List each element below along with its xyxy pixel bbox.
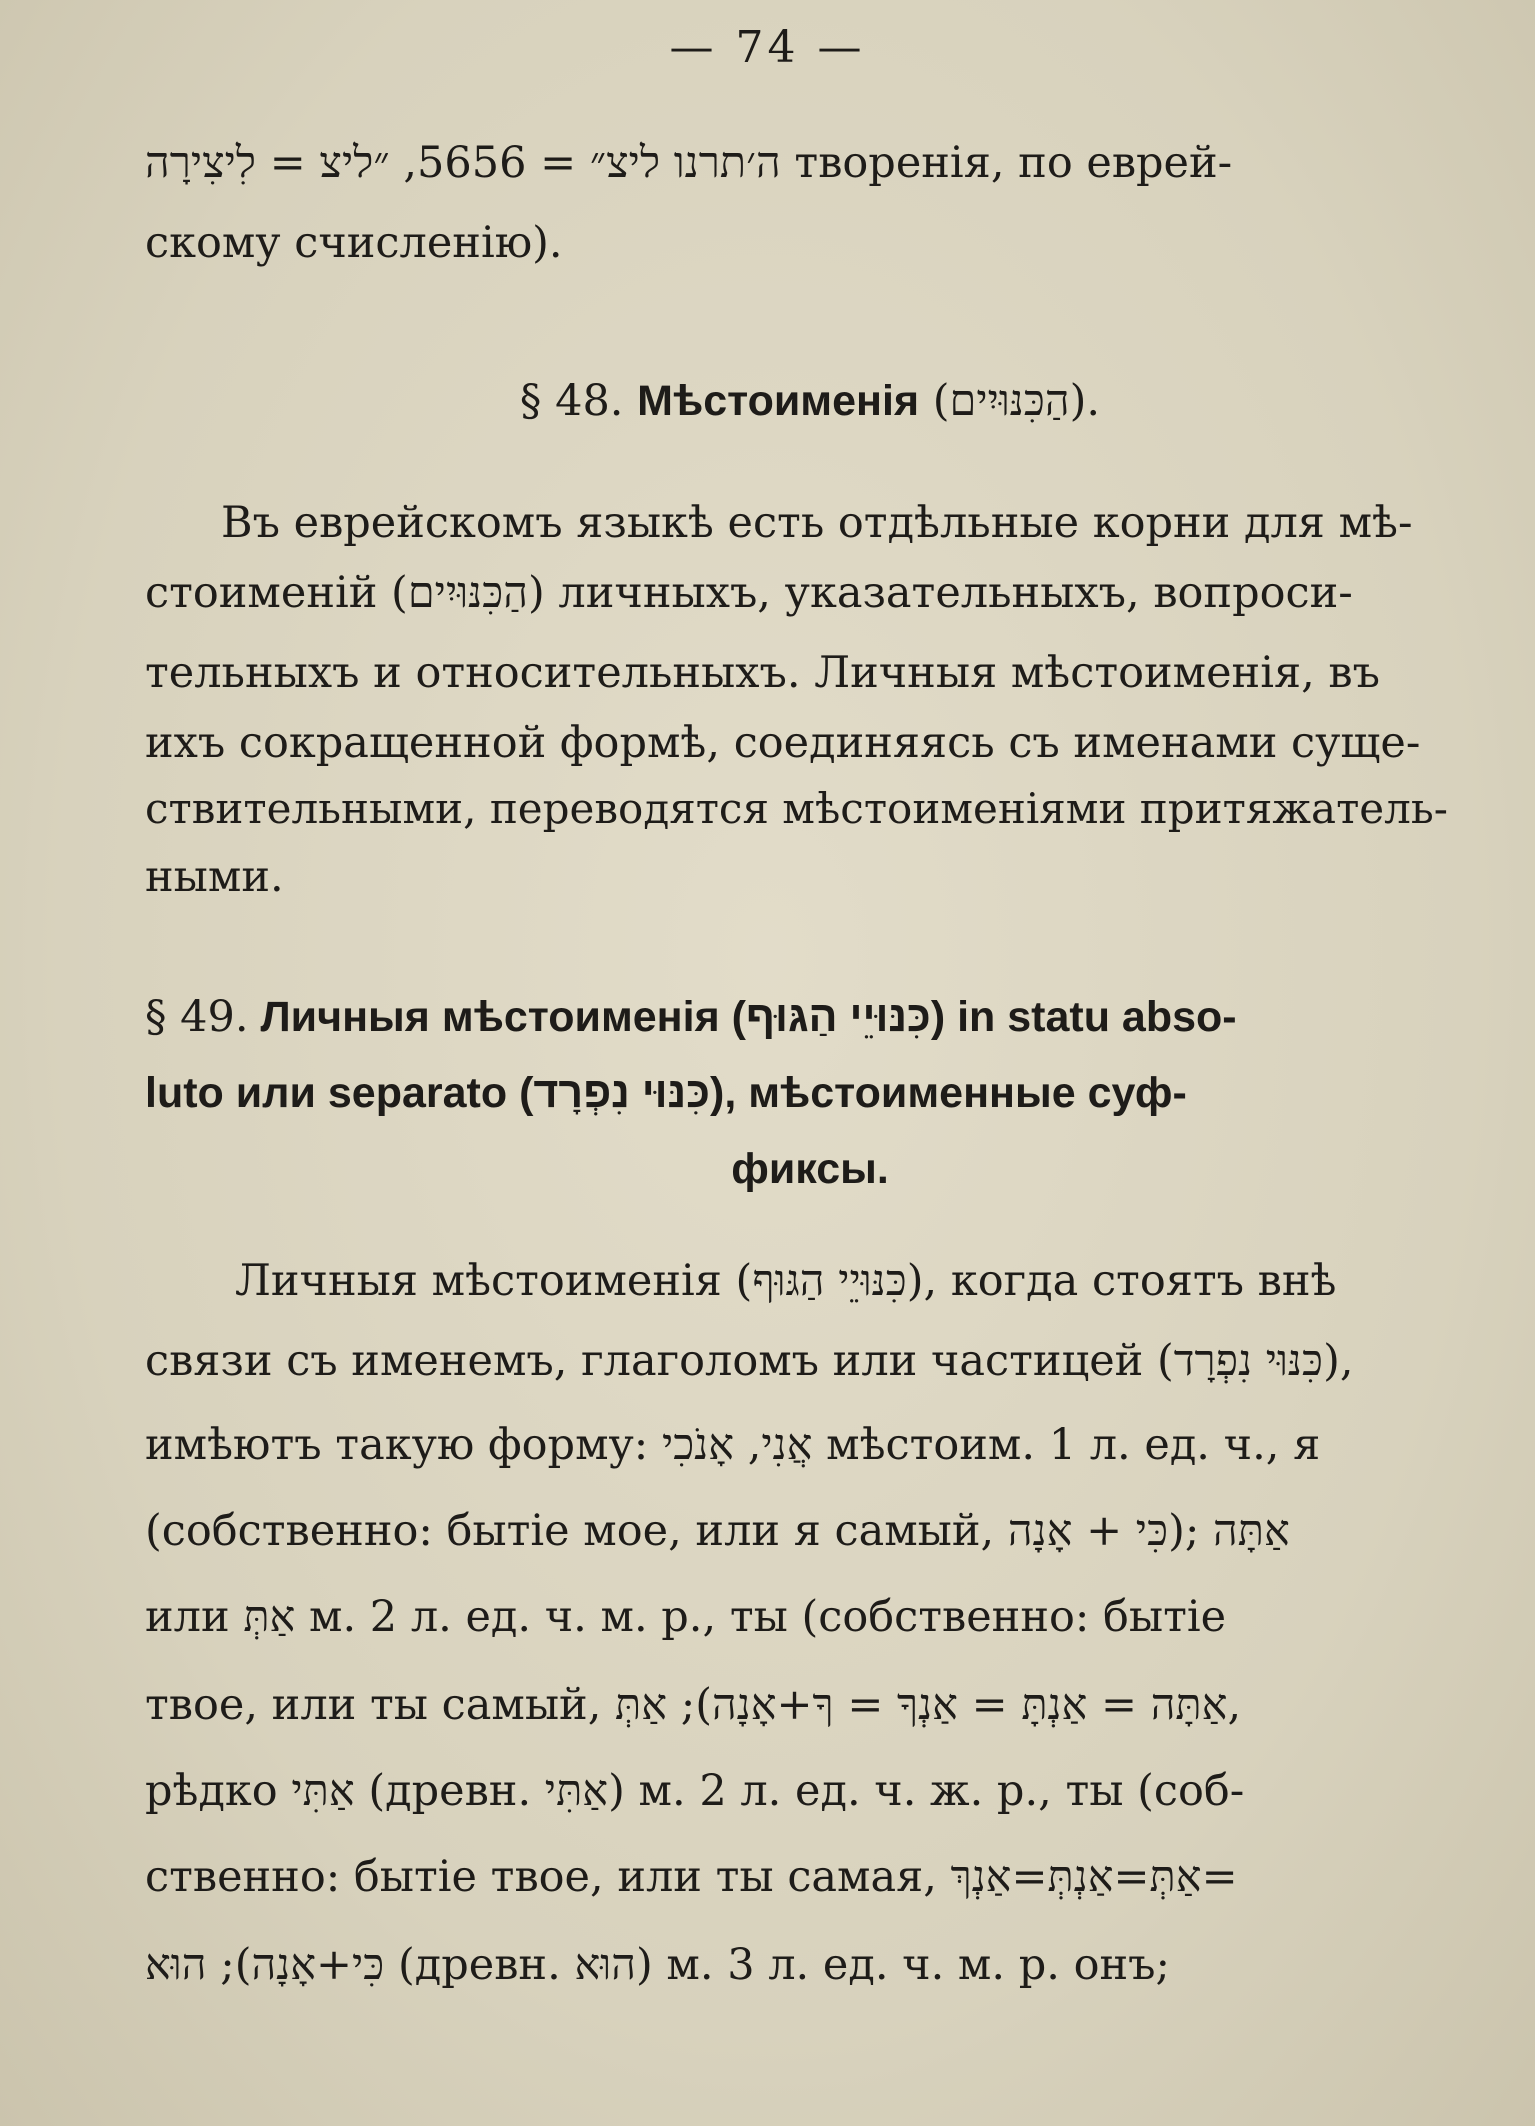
- intro-line-1: ה׳תרנו ליצ״ = 5656, ״ליצ = לִיצִירָה творенія, по еврей-: [145, 138, 1233, 188]
- para49-line-1: Личныя мѣстоименія (כִּנּוּיֵי הַגּוּף), когда стоятъ внѣ: [235, 1256, 1337, 1306]
- para48-line-3: тельныхъ и относительныхъ. Личныя мѣстоименія, въ: [145, 648, 1380, 698]
- section-48-number: § 48.: [519, 376, 624, 426]
- section-48-title: Мѣстоименія: [637, 377, 920, 425]
- intro-line-2: скому счисленію).: [145, 218, 563, 268]
- para48-line-6: ными.: [145, 852, 284, 902]
- para48-line-1: Въ еврейскомъ языкѣ есть отдѣльные корни для мѣ-: [221, 498, 1413, 548]
- section-49-number: § 49.: [145, 992, 249, 1042]
- para49-line-2: связи съ именемъ, глаголомъ или частицей (כִּנּוּי נִפְרָד),: [145, 1336, 1354, 1386]
- section-48-heading: [145, 376, 1475, 426]
- para49-line-6: твое, или ты самый, אַתָּה = אַנְתָּ = אַנְךָ = ךָ+אָנָה); אַתְּ,: [145, 1680, 1242, 1730]
- section-48-hebrew: (הַכִּנּוּיִים).: [932, 376, 1101, 426]
- para49-line-5: или אַתְּ м. 2 л. ед. ч. м. р., ты (собственно: бытіе: [145, 1592, 1227, 1642]
- para48-line-4: ихъ сокращенной формѣ, соединяясь съ именами суще-: [145, 718, 1421, 768]
- page-number: — 74 —: [669, 22, 866, 73]
- section-49-line-1: [145, 992, 1475, 1042]
- para49-line-8: ственно: бытіе твое, или ты самая, אַתְּ=אַנְתְּ=אַנְךְ=: [145, 1852, 1238, 1902]
- para49-line-4: (собственно: бытіе мое, или я самый, כִּי + אָנָה); אַתָּה: [145, 1506, 1290, 1556]
- section-49-line-2: luto или separato (כִּנּוּי נִפְרָד), мѣстоименные суф-: [145, 1069, 1187, 1117]
- para49-line-3: имѣютъ такую форму: אֲנִי, אָנֹכִי мѣстоим. 1 л. ед. ч., я: [145, 1420, 1321, 1470]
- section-49-title-1: Личныя мѣстоименія (כִּנּוּיֵי הַגּוּף) in statu abso-: [260, 993, 1237, 1041]
- para49-line-7: рѣдко אַתִּי (древн. אַתִּי) м. 2 л. ед. ч. ж. р., ты (соб-: [145, 1766, 1245, 1816]
- section-49-line-3: фиксы.: [731, 1145, 889, 1193]
- para48-line-2: стоименій (הַכִּנּוּיִים) личныхъ, указательныхъ, вопроси-: [145, 568, 1353, 618]
- para49-line-9: כִּי+אָנָה); הוּא (древн. הוּא) м. 3 л. ед. ч. м. р. онъ;: [145, 1940, 1170, 1990]
- para48-line-5: ствительными, переводятся мѣстоименіями притяжатель-: [145, 784, 1448, 833]
